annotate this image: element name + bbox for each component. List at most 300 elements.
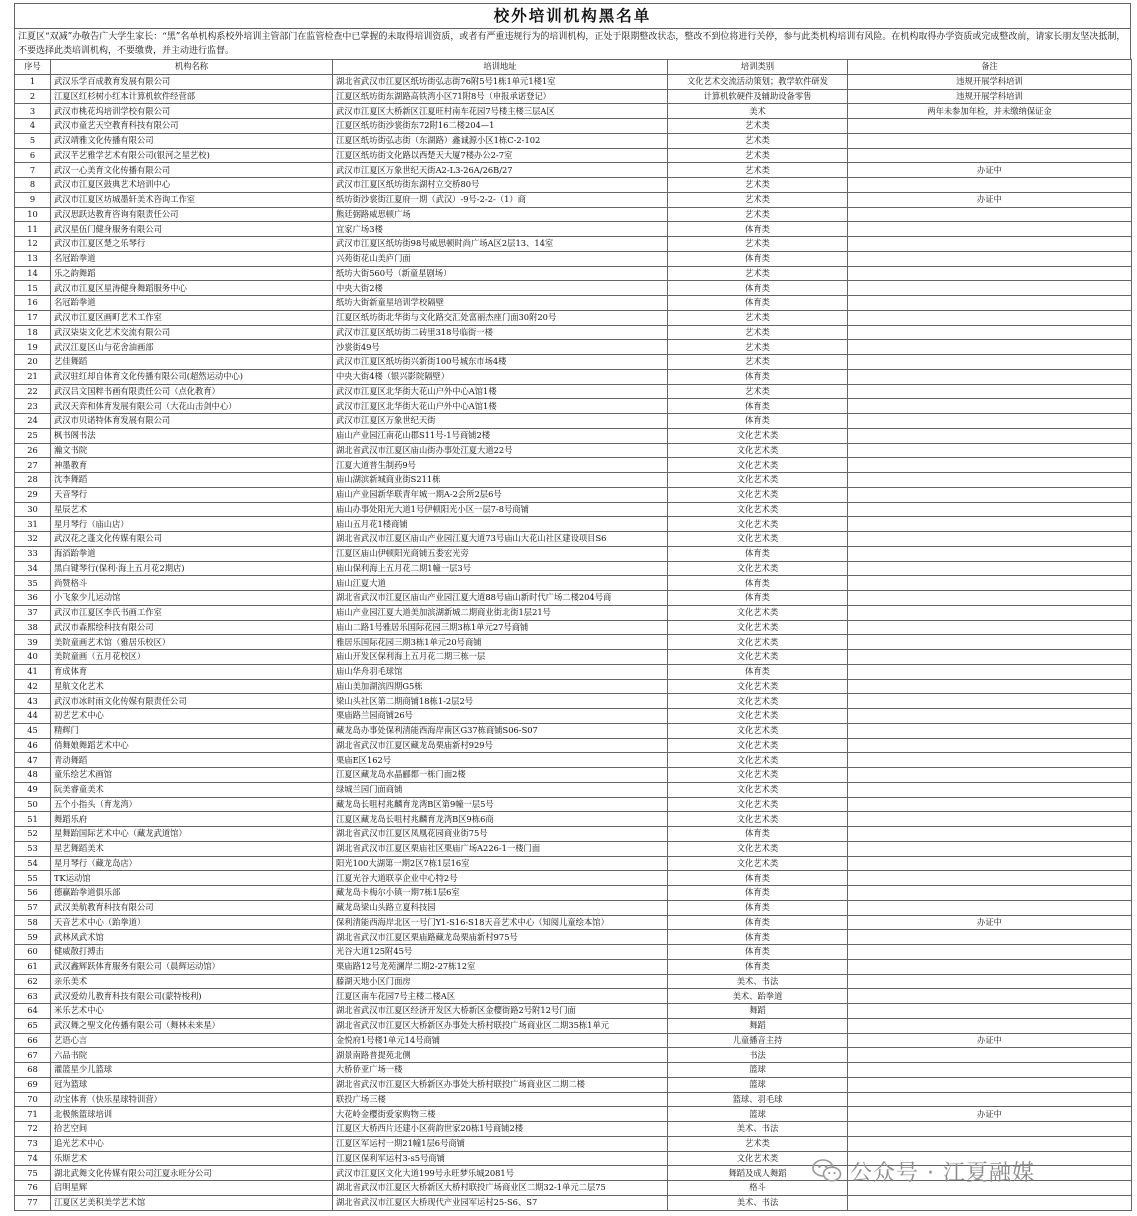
training-category: 体育类 — [668, 296, 848, 311]
training-category: 艺术类 — [668, 148, 848, 163]
remark — [848, 1048, 1132, 1063]
org-name: 乐斯艺术 — [51, 1151, 333, 1166]
training-address: 藤湖天地小区门面房 — [333, 974, 668, 989]
training-address: 阳光100大湖第一期2区7栋1层16室 — [333, 856, 668, 871]
org-name: 武汉靖雅文化传播有限公司 — [51, 133, 333, 148]
training-address: 湖北省武汉市江夏区大桥现代产业园军运村25-S6、S7 — [333, 1195, 668, 1210]
row-index: 45 — [15, 723, 51, 738]
training-address: 湖北省武汉市江夏区大桥新区办事处大桥村联投广场商业区二期35栋1单元 — [333, 1018, 668, 1033]
training-address: 光谷大道125附45号 — [333, 945, 668, 960]
remark — [848, 399, 1132, 414]
org-name: 武汉江夏区山与花舍油画部 — [51, 340, 333, 355]
table-row — [15, 1063, 1132, 1078]
remark — [848, 502, 1132, 517]
training-address: 湖北省武汉市江夏区藏龙岛栗庙新村929号 — [333, 738, 668, 753]
row-index: 28 — [15, 473, 51, 488]
blacklist-table — [14, 59, 1132, 1211]
table-row — [15, 237, 1132, 252]
org-name: 启明星辉 — [51, 1181, 333, 1196]
training-category: 体育类 — [668, 959, 848, 974]
training-category: 篮球 — [668, 1063, 848, 1078]
training-category: 体育类 — [668, 546, 848, 561]
training-category: 体育类 — [668, 414, 848, 429]
training-category: 篮球 — [668, 1077, 848, 1092]
remark — [848, 222, 1132, 237]
training-address: 江夏大道普生制药9号 — [333, 458, 668, 473]
training-address: 藏龙岛卡梅尔小镇一期7栋1层6室 — [333, 886, 668, 901]
remark — [848, 178, 1132, 193]
table-body — [15, 74, 1132, 1210]
remark — [848, 428, 1132, 443]
org-name: 神墨教育 — [51, 458, 333, 473]
org-name: 武汉市江夏区鼓典艺术培训中心 — [51, 178, 333, 193]
table-row — [15, 546, 1132, 561]
training-address: 武汉市江夏区北华街大花山户外中心A馆1楼 — [333, 399, 668, 414]
table-row — [15, 900, 1132, 915]
row-index: 9 — [15, 192, 51, 207]
training-category: 体育类 — [668, 576, 848, 591]
table-row — [15, 473, 1132, 488]
training-category: 体育类 — [668, 915, 848, 930]
training-category: 文化艺术类 — [668, 473, 848, 488]
row-index: 30 — [15, 502, 51, 517]
training-category: 艺术类 — [668, 384, 848, 399]
org-name: 湖北武舞文化传媒有限公司江夏永旺分公司 — [51, 1166, 333, 1181]
training-category: 文化艺术类 — [668, 709, 848, 724]
org-name: 亲乐美术 — [51, 974, 333, 989]
remark — [848, 414, 1132, 429]
row-index: 42 — [15, 679, 51, 694]
row-index: 21 — [15, 369, 51, 384]
training-category: 文化艺术类 — [668, 605, 848, 620]
training-address: 江夏区纸坊街文化路以西楚天大厦7楼办公2-7室 — [333, 148, 668, 163]
table-row — [15, 782, 1132, 797]
org-name: 健威散打搏击 — [51, 945, 333, 960]
org-name: 初艺艺术中心 — [51, 709, 333, 724]
row-index: 35 — [15, 576, 51, 591]
row-index: 69 — [15, 1077, 51, 1092]
org-name: 武汉市江夏区楚之乐琴行 — [51, 237, 333, 252]
remark — [848, 576, 1132, 591]
training-address: 栗庙E区162号 — [333, 753, 668, 768]
table-row — [15, 340, 1132, 355]
org-name: 武汉一心美育文化传播有限公司 — [51, 163, 333, 178]
training-address: 湖景南路普提苑北侧 — [333, 1048, 668, 1063]
table-row — [15, 738, 1132, 753]
table-header-row — [15, 60, 1132, 75]
table-row — [15, 1122, 1132, 1137]
row-index: 26 — [15, 443, 51, 458]
row-index: 12 — [15, 237, 51, 252]
training-address: 庙山办事处阳光大道1号伊顿阳光小区一层7-8号商铺 — [333, 502, 668, 517]
table-row — [15, 664, 1132, 679]
remark — [848, 1151, 1132, 1166]
blacklist-sheet — [14, 3, 1131, 1211]
remark — [848, 296, 1132, 311]
remark — [848, 207, 1132, 222]
training-address: 湖北省武汉市江夏区经济开发区大桥新区金樱街路2号附12号门面 — [333, 1004, 668, 1019]
training-category: 艺术类 — [668, 178, 848, 193]
org-name: 武汉芊艺雅学艺术有限公司(银河之星艺校) — [51, 148, 333, 163]
training-address: 栗庙路12号龙苑澜岸二期2-27栋12室 — [333, 959, 668, 974]
training-category: 文化艺术类 — [668, 502, 848, 517]
remark — [848, 1195, 1132, 1210]
training-category: 文化艺术类 — [668, 517, 848, 532]
remark — [848, 1181, 1132, 1196]
training-address: 兴苑街花山美庐门面 — [333, 251, 668, 266]
row-index: 59 — [15, 930, 51, 945]
training-address: 湖北省武汉市江夏区庙山产业园江夏大道73号庙山大花山社区建设项目S6 — [333, 532, 668, 547]
row-index: 40 — [15, 650, 51, 665]
row-index: 67 — [15, 1048, 51, 1063]
org-name: 育成体育 — [51, 664, 333, 679]
remark — [848, 974, 1132, 989]
row-index: 63 — [15, 989, 51, 1004]
table-row — [15, 797, 1132, 812]
row-index: 77 — [15, 1195, 51, 1210]
row-index: 11 — [15, 222, 51, 237]
org-name: 米乐艺术中心 — [51, 1004, 333, 1019]
row-index: 68 — [15, 1063, 51, 1078]
notice-text: 江夏区“双减”办敬告广大学生家长：“黑”名单机构系校外培训主管部门在监管检查中已掌握的未取得培训资质，或者有严重违规行为的培训机构，正处于限期整改状态，整改不到位将进行关停，参与此类机构培训有风险。在机构取得办学资质或完成整改前，请家长朋友坚决抵制，不要选择此类培训机构，不要缴费，并主动进行监督。 — [14, 28, 1131, 59]
training-category: 舞蹈 — [668, 1018, 848, 1033]
training-category: 艺术类 — [668, 325, 848, 340]
training-address: 武汉市江夏区万象世纪天街A2-L3-26A/26B/27 — [333, 163, 668, 178]
org-name: 星月琴行（庙山店） — [51, 517, 333, 532]
org-name: 拾艺空间 — [51, 1122, 333, 1137]
table-row — [15, 1004, 1132, 1019]
org-name: 武汉乐学百成教育发展有限公司 — [51, 74, 333, 89]
training-address: 联投广场三楼 — [333, 1092, 668, 1107]
remark — [848, 827, 1132, 842]
row-index: 17 — [15, 310, 51, 325]
table-row — [15, 1077, 1132, 1092]
table-row — [15, 163, 1132, 178]
training-address: 庙山华舟羽毛球馆 — [333, 664, 668, 679]
training-address: 梁山头社区第二期商铺18栋1-2层2号 — [333, 694, 668, 709]
org-name: 乐之韵舞蹈 — [51, 266, 333, 281]
table-row — [15, 355, 1132, 370]
training-category: 艺术类 — [668, 266, 848, 281]
remark — [848, 1136, 1132, 1151]
header-category: 培训类别 — [668, 60, 848, 75]
table-row — [15, 517, 1132, 532]
row-index: 25 — [15, 428, 51, 443]
row-index: 71 — [15, 1107, 51, 1122]
table-row — [15, 266, 1132, 281]
row-index: 53 — [15, 841, 51, 856]
training-category: 美术、书法 — [668, 1195, 848, 1210]
training-category: 体育类 — [668, 369, 848, 384]
training-category: 体育类 — [668, 930, 848, 945]
row-index: 19 — [15, 340, 51, 355]
training-category: 文化艺术类 — [668, 443, 848, 458]
remark — [848, 1166, 1132, 1181]
table-row — [15, 974, 1132, 989]
remark — [848, 1077, 1132, 1092]
row-index: 2 — [15, 89, 51, 104]
remark — [848, 148, 1132, 163]
row-index: 27 — [15, 458, 51, 473]
remark — [848, 1122, 1132, 1137]
org-name: 星舞跆国际艺术中心（藏龙武道馆） — [51, 827, 333, 842]
training-address: 江夏区纸坊街沙裳街东72附16二楼204—1 — [333, 119, 668, 134]
training-address: 武汉市江夏区纸坊街东湖村立交桥80号 — [333, 178, 668, 193]
training-category: 艺术类 — [668, 133, 848, 148]
org-name: 武汉吕文国粹书画有限责任公司（点化教育） — [51, 384, 333, 399]
table-row — [15, 325, 1132, 340]
remark — [848, 797, 1132, 812]
org-name: 阮美睿童美术 — [51, 782, 333, 797]
table-row — [15, 458, 1132, 473]
training-category: 体育类 — [668, 886, 848, 901]
remark — [848, 251, 1132, 266]
org-name: 武汉天弈和体育发展有限公司（大花山击剑中心） — [51, 399, 333, 414]
training-address: 藏龙岛长咀村兆麟育龙湾B区第9幢一层5号 — [333, 797, 668, 812]
remark — [848, 340, 1132, 355]
row-index: 75 — [15, 1166, 51, 1181]
table-row — [15, 384, 1132, 399]
org-name: 武汉市童艺天空教育科技有限公司 — [51, 119, 333, 134]
org-name: 星航文化艺术 — [51, 679, 333, 694]
org-name: 舞蹈乐府 — [51, 812, 333, 827]
table-row — [15, 148, 1132, 163]
row-index: 51 — [15, 812, 51, 827]
training-category: 儿童播音主持 — [668, 1033, 848, 1048]
training-category: 体育类 — [668, 871, 848, 886]
training-category: 文化艺术类 — [668, 723, 848, 738]
org-name: 艺佳舞蹈 — [51, 355, 333, 370]
training-address: 武汉市江夏区纸坊街二砖里318号临街一楼 — [333, 325, 668, 340]
row-index: 48 — [15, 768, 51, 783]
row-index: 22 — [15, 384, 51, 399]
table-row — [15, 576, 1132, 591]
training-category: 体育类 — [668, 251, 848, 266]
training-category: 美术、跆拳道 — [668, 989, 848, 1004]
remark — [848, 310, 1132, 325]
row-index: 74 — [15, 1151, 51, 1166]
table-row — [15, 827, 1132, 842]
remark — [848, 605, 1132, 620]
training-category: 体育类 — [668, 591, 848, 606]
remark — [848, 119, 1132, 134]
training-address: 栗庙路兰园商铺26号 — [333, 709, 668, 724]
training-category: 篮球、羽毛球 — [668, 1092, 848, 1107]
org-name: 武汉花之蓬文化传媒有限公司 — [51, 532, 333, 547]
training-address: 江夏区纸坊街北华街与文化路交汇处富丽杰座门面30附20号 — [333, 310, 668, 325]
table-row — [15, 369, 1132, 384]
remark — [848, 694, 1132, 709]
training-category: 格斗 — [668, 1181, 848, 1196]
row-index: 39 — [15, 635, 51, 650]
table-row — [15, 650, 1132, 665]
org-name: 武汉市贝诺特体育发展有限公司 — [51, 414, 333, 429]
row-index: 20 — [15, 355, 51, 370]
table-row — [15, 296, 1132, 311]
row-index: 73 — [15, 1136, 51, 1151]
table-row — [15, 222, 1132, 237]
remark — [848, 369, 1132, 384]
row-index: 14 — [15, 266, 51, 281]
remark — [848, 133, 1132, 148]
table-row — [15, 605, 1132, 620]
row-index: 36 — [15, 591, 51, 606]
remark — [848, 473, 1132, 488]
row-index: 41 — [15, 664, 51, 679]
table-row — [15, 74, 1132, 89]
training-category: 文化艺术类 — [668, 797, 848, 812]
org-name: 江夏区红杉树小红本计算机软件经营部 — [51, 89, 333, 104]
org-name: 武汉市森熙绘科技有限公司 — [51, 620, 333, 635]
org-name: 动宝体育（快乐星球特训营） — [51, 1092, 333, 1107]
training-address: 湖北省武汉市江夏区栗庙路藏龙岛栗庙新村975号 — [333, 930, 668, 945]
org-name: 沈李舞蹈 — [51, 473, 333, 488]
org-name: 武汉市冰时雨文化传媒有限责任公司 — [51, 694, 333, 709]
remark — [848, 281, 1132, 296]
training-category: 美术 — [668, 104, 848, 119]
org-name: 北极熊篮球培训 — [51, 1107, 333, 1122]
remark — [848, 768, 1132, 783]
table-row — [15, 1018, 1132, 1033]
remark — [848, 620, 1132, 635]
remark — [848, 782, 1132, 797]
row-index: 18 — [15, 325, 51, 340]
table-row — [15, 487, 1132, 502]
training-address: 武汉市江夏区大桥新区江夏旺村南车花园7号楼主楼三层A区 — [333, 104, 668, 119]
org-name: 武汉驻红却自体育文化传播有限公司(超然运动中心) — [51, 369, 333, 384]
table-row — [15, 753, 1132, 768]
training-address: 湖北省武汉市江夏区大桥新区办事处大桥村联投广场商业区二期二楼 — [333, 1077, 668, 1092]
training-category: 体育类 — [668, 281, 848, 296]
remark — [848, 517, 1132, 532]
remark — [848, 266, 1132, 281]
training-address: 藏龙岛办事处保利清能西海岸南区G37栋商铺S06-S07 — [333, 723, 668, 738]
org-name: 武汉市江夏区李氏书画工作室 — [51, 605, 333, 620]
remark — [848, 753, 1132, 768]
training-address: 湖北省武汉市江夏区凤凰花园商业街75号 — [333, 827, 668, 842]
training-category: 文化艺术类 — [668, 635, 848, 650]
training-category: 艺术类 — [668, 355, 848, 370]
remark — [848, 237, 1132, 252]
remark — [848, 738, 1132, 753]
table-row — [15, 89, 1132, 104]
table-row — [15, 119, 1132, 134]
training-category: 文化艺术类 — [668, 458, 848, 473]
row-index: 38 — [15, 620, 51, 635]
table-row — [15, 192, 1132, 207]
training-category: 篮球 — [668, 1107, 848, 1122]
remark — [848, 930, 1132, 945]
row-index: 65 — [15, 1018, 51, 1033]
training-address: 庙山江夏大道 — [333, 576, 668, 591]
training-category: 美术、书法 — [668, 1122, 848, 1137]
training-address: 江夏区庙山伊顿阳光商铺五娄宏光旁 — [333, 546, 668, 561]
training-address: 武汉市江夏区万象世纪天街 — [333, 414, 668, 429]
training-address: 宜家广场3楼 — [333, 222, 668, 237]
table-row — [15, 1048, 1132, 1063]
training-address: 大花岭金樱街爱家购物三楼 — [333, 1107, 668, 1122]
table-row — [15, 561, 1132, 576]
training-address: 绿城兰园门面商铺 — [333, 782, 668, 797]
row-index: 5 — [15, 133, 51, 148]
training-address: 江夏光谷大道联享企业中心特2号 — [333, 871, 668, 886]
table-row — [15, 915, 1132, 930]
training-address: 武汉市江夏区文化大道199号永旺梦乐城2081号 — [333, 1166, 668, 1181]
table-row — [15, 1033, 1132, 1048]
remark — [848, 709, 1132, 724]
training-category: 书法 — [668, 1048, 848, 1063]
remark — [848, 871, 1132, 886]
training-category: 文化艺术类 — [668, 812, 848, 827]
training-category: 计算机软硬件及辅助设备零售 — [668, 89, 848, 104]
remark — [848, 458, 1132, 473]
training-category: 艺术类 — [668, 192, 848, 207]
row-index: 1 — [15, 74, 51, 89]
remark: 办证中 — [848, 163, 1132, 178]
watermark-text: 公众号 · 江夏融媒 — [850, 1160, 1035, 1186]
org-name: 武汉思跃达教育咨询有限责任公司 — [51, 207, 333, 222]
row-index: 33 — [15, 546, 51, 561]
org-name: 精辉门 — [51, 723, 333, 738]
row-index: 55 — [15, 871, 51, 886]
training-category: 艺术类 — [668, 340, 848, 355]
table-row — [15, 1107, 1132, 1122]
training-address: 湖北省武汉市江夏区大桥新区大桥村联投广场商业区二期32-1单元二层75 — [333, 1181, 668, 1196]
row-index: 49 — [15, 782, 51, 797]
remark — [848, 989, 1132, 1004]
training-address: 纸坊街沙裳街江夏府一期（武汉）-9号-2-2-（1）商 — [333, 192, 668, 207]
org-name: 武汉市江夏区坊城墨轩美术咨询工作室 — [51, 192, 333, 207]
table-row — [15, 768, 1132, 783]
org-name: 青动舞蹈 — [51, 753, 333, 768]
remark — [848, 384, 1132, 399]
table-row — [15, 133, 1132, 148]
row-index: 3 — [15, 104, 51, 119]
training-category: 体育类 — [668, 945, 848, 960]
training-category: 美术、书法 — [668, 974, 848, 989]
row-index: 31 — [15, 517, 51, 532]
table-row — [15, 591, 1132, 606]
training-address: 庙山开发区保利海上五月花二期三栋一层 — [333, 650, 668, 665]
table-row — [15, 856, 1132, 871]
training-category: 文化艺术类 — [668, 841, 848, 856]
training-address: 庙山保利海上五月花二期1幢一层3号 — [333, 561, 668, 576]
training-address: 湖北省武汉市江夏区庙山街办事处江夏大道22号 — [333, 443, 668, 458]
training-address: 金悦府1号楼1单元14号商铺 — [333, 1033, 668, 1048]
row-index: 32 — [15, 532, 51, 547]
training-category: 艺术类 — [668, 119, 848, 134]
training-address: 江夏区藏龙岛水晶郦都一栋门面2楼 — [333, 768, 668, 783]
training-address: 雅居乐国际花园三期3栋1单元20号商铺 — [333, 635, 668, 650]
table-row — [15, 1092, 1132, 1107]
training-category: 文化艺术类 — [668, 768, 848, 783]
remark: 违规开展学科培训 — [848, 74, 1132, 89]
table-row — [15, 694, 1132, 709]
org-name: 星辰艺术 — [51, 502, 333, 517]
remark — [848, 812, 1132, 827]
remark — [848, 546, 1132, 561]
training-address: 纸坊大街560号（新童星剧场） — [333, 266, 668, 281]
training-address: 江夏区藏龙岛长咀村兆麟育龙湾B区9栋6商 — [333, 812, 668, 827]
table-row — [15, 620, 1132, 635]
training-address: 大桥侨亚广场一楼 — [333, 1063, 668, 1078]
org-name: 海滔跆拳道 — [51, 546, 333, 561]
training-address: 沙裳街49号 — [333, 340, 668, 355]
training-address: 庙山美加湖滨四期G5栋 — [333, 679, 668, 694]
row-index: 37 — [15, 605, 51, 620]
row-index: 47 — [15, 753, 51, 768]
training-category: 文化艺术类 — [668, 650, 848, 665]
